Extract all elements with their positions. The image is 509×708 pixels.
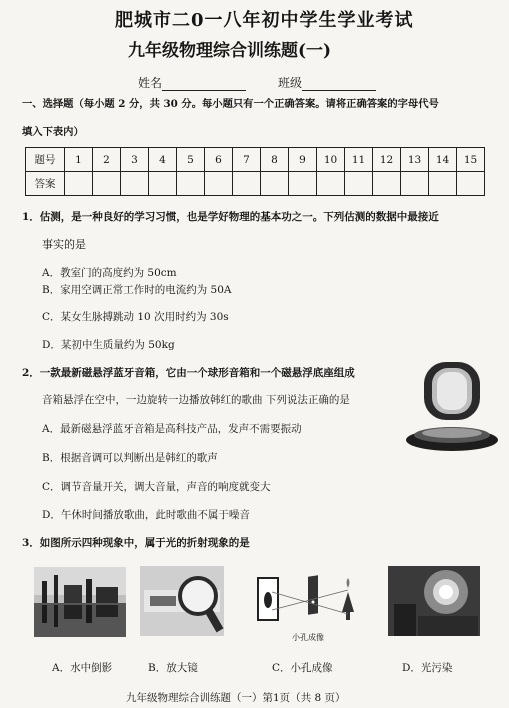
question-number-cell: 11 [345,148,373,172]
question-number-cell: 2 [93,148,121,172]
name-blank [162,90,246,91]
answer-cell[interactable] [93,172,121,196]
question-number-cell: 6 [205,148,233,172]
answer-cell[interactable] [261,172,289,196]
class-field [278,74,376,91]
answer-cell[interactable] [177,172,205,196]
row-label-number: 题号 [26,148,65,172]
question-number-cell: 3 [121,148,149,172]
question-number-cell: 12 [373,148,401,172]
answer-cell[interactable] [65,172,93,196]
class-label: 班级 [278,76,303,90]
question-number-cell: 14 [429,148,457,172]
question-number-cell: 8 [261,148,289,172]
answer-cell[interactable] [317,172,345,196]
name-field [138,74,246,91]
light-pollution-image [388,566,480,636]
q3-option-b: B．放大镜 [148,662,198,674]
q1-option-b: B．家用空调正常工作时的电流约为 50A [42,284,232,296]
q2-option-a: A．最新磁悬浮蓝牙音箱是高科技产品，发声不需要振动 [42,423,302,435]
q2-option-c: C．调节音量开关，调大音量，声音的响度就变大 [42,481,271,493]
answer-cell[interactable] [289,172,317,196]
q3-option-d: D．光污染 [402,662,453,674]
q2-option-d: D．午休时间播放歌曲，此时歌曲不属于噪音 [42,509,250,521]
answer-cell[interactable] [205,172,233,196]
pinhole-camera-image [256,570,368,632]
section-instruction-line2: 填入下表内） [22,126,84,138]
question-number-cell: 1 [65,148,93,172]
question-number-cell: 9 [289,148,317,172]
q3-stem: 3．如图所示四种现象中，属于光的折射现象的是 [22,537,250,549]
answer-cell[interactable] [373,172,401,196]
section-instruction-line1: 一、选择题（每小题 2 分，共 30 分。每小题只有一个正确答案。请将正确答案的字母代号 [22,98,439,110]
q1-option-a: A．教室门的高度约为 50cm [42,267,177,279]
question-number-cell: 7 [233,148,261,172]
page-footer: 九年级物理综合训练题（一）第1页（共 8 页） [126,692,346,704]
answer-cell[interactable] [149,172,177,196]
question-number-cell: 13 [401,148,429,172]
q2-stem-line1: 2．一款最新磁悬浮蓝牙音箱，它由一个球形音箱和一个磁悬浮底座组成 [22,367,355,379]
water-reflection-image [34,567,126,637]
magnifier-image [140,566,224,636]
question-number-cell: 5 [177,148,205,172]
q1-option-d: D．某初中生质量约为 50kg [42,339,175,351]
paper-title: 九年级物理综合训练题(一) [128,41,332,61]
class-blank [302,90,376,91]
q1-stem-line1: 1．估测，是一种良好的学习习惯，也是学好物理的基本功之一。下列估测的数据中最接近 [22,211,439,223]
q3-option-a: A．水中倒影 [52,662,113,674]
answer-cell[interactable] [233,172,261,196]
q2-option-b: B．根据音调可以判断出是韩红的歌声 [42,452,218,464]
q3-option-c: C．小孔成像 [272,662,333,674]
q2-stem-line2: 音箱悬浮在空中，一边旋转一边播放韩红的歌曲 下列说法正确的是 [42,394,350,406]
question-number-cell: 15 [457,148,485,172]
exam-title: 肥城市二0一八年初中学生学业考试 [115,10,414,31]
answer-cell[interactable] [401,172,429,196]
question-number-row [26,148,485,172]
q1-stem-line2: 事实的是 [42,238,86,251]
answer-row [26,172,485,196]
answer-cell[interactable] [121,172,149,196]
name-label: 姓名 [138,76,163,90]
answer-table [25,147,485,196]
q1-option-c: C．某女生脉搏跳动 10 次用时约为 30s [42,311,229,323]
pinhole-caption: 小孔成像 [292,633,324,642]
answer-cell[interactable] [457,172,485,196]
question-number-cell: 4 [149,148,177,172]
question-number-cell: 10 [317,148,345,172]
answer-cell[interactable] [345,172,373,196]
row-label-answer: 答案 [26,172,65,196]
levitating-speaker-image [402,354,502,454]
answer-cell[interactable] [429,172,457,196]
